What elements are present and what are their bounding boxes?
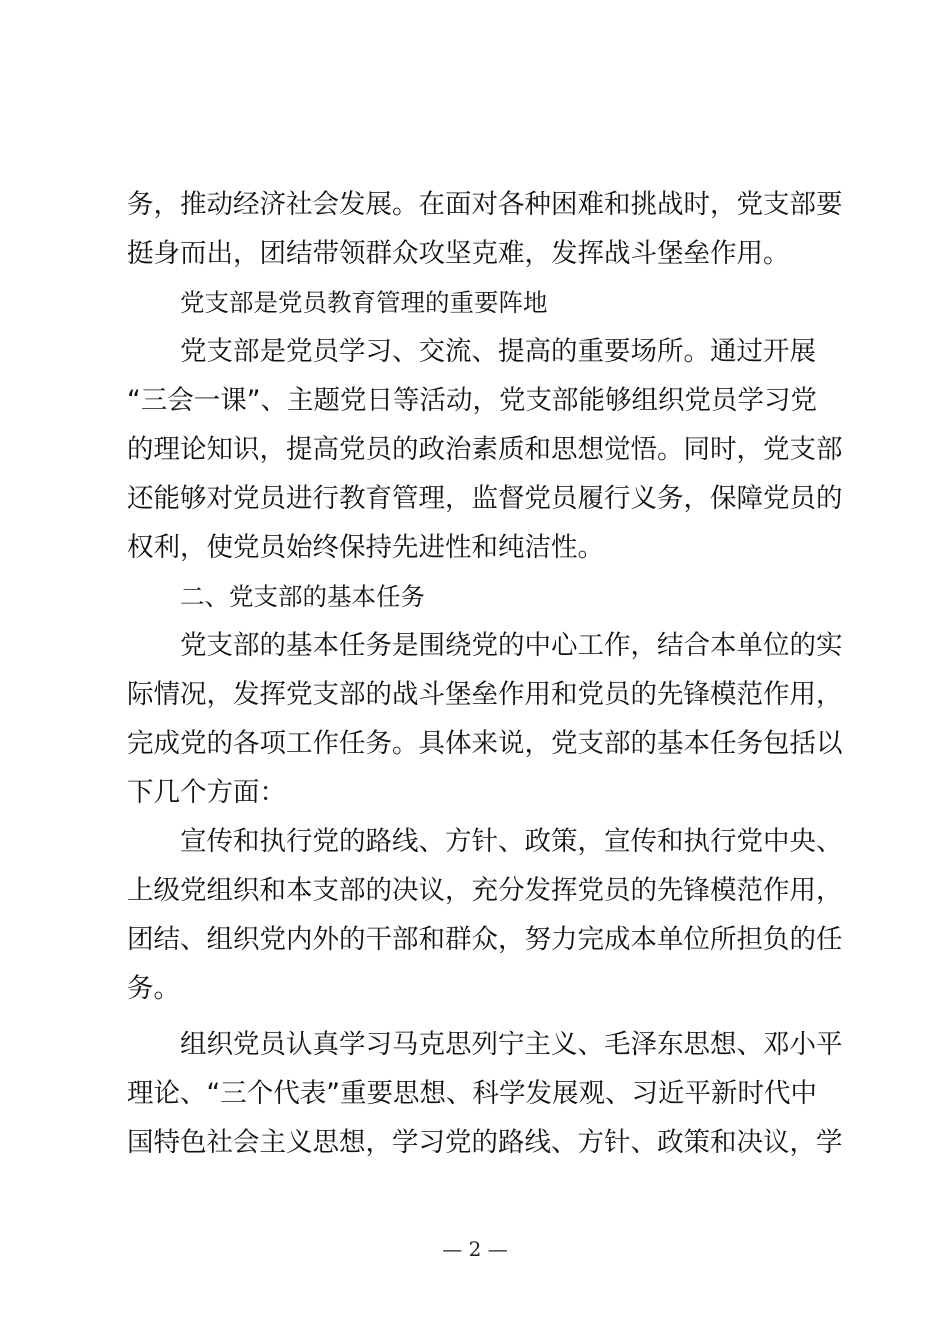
section-heading: 党支部是党员教育管理的重要阵地	[180, 288, 548, 317]
section-heading: 二、党支部的基本任务	[180, 582, 425, 611]
text-line: 党支部是党员学习、交流、提高的重要场所。通过开展	[180, 336, 816, 367]
text-line: 国特色社会主义思想，学习党的路线、方针、政策和决议，学	[127, 1127, 843, 1158]
text-line: 理论、“三个代表”重要思想、科学发展观、习近平新时代中	[127, 1078, 817, 1109]
text-line: 挺身而出，团结带领群众攻坚克难，发挥战斗堡垒作用。	[127, 238, 790, 269]
text-line: 团结、组织党内外的干部和群众，努力完成本单位所担负的任	[127, 924, 843, 955]
document-body	[127, 180, 843, 1167]
page-number: — 2 —	[442, 1237, 508, 1261]
text-line: 组织党员认真学习马克思列宁主义、毛泽东思想、邓小平	[180, 1029, 843, 1060]
text-line: 务，推动经济社会发展。在面对各种困难和挑战时，党支部要	[127, 189, 843, 220]
text-line: 的理论知识，提高党员的政治素质和思想觉悟。同时，党支部	[127, 434, 843, 465]
text-line: 宣传和执行党的路线、方针、政策，宣传和执行党中央、	[180, 826, 843, 857]
text-line: 还能够对党员进行教育管理，监督党员履行义务，保障党员的	[127, 483, 843, 514]
text-line: 权利，使党员始终保持先进性和纯洁性。	[127, 532, 604, 563]
text-line: 下几个方面：	[127, 777, 286, 808]
text-line: 上级党组织和本支部的决议，充分发挥党员的先锋模范作用，	[127, 875, 843, 906]
text-line: 务。	[127, 973, 180, 1004]
text-line: “三会一课”、主题党日等活动，党支部能够组织党员学习党	[127, 385, 817, 416]
text-line: 完成党的各项工作任务。具体来说，党支部的基本任务包括以	[127, 728, 843, 759]
text-line: 际情况，发挥党支部的战斗堡垒作用和党员的先锋模范作用，	[127, 679, 843, 710]
text-line: 党支部的基本任务是围绕党的中心工作，结合本单位的实	[180, 630, 843, 661]
